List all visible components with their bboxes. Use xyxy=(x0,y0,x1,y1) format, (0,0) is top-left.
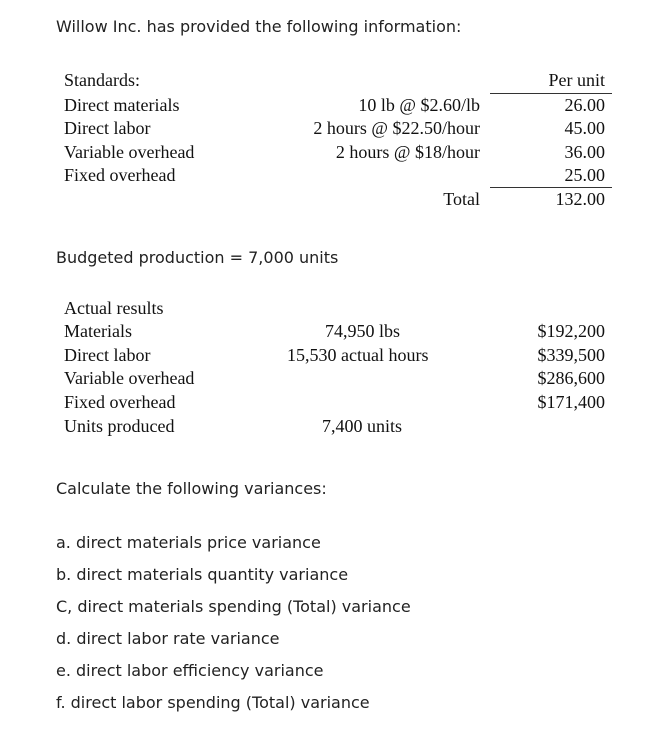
std-row-label: Direct materials xyxy=(64,95,180,115)
actual-row-value: $286,600 xyxy=(537,368,605,388)
intro-text: Willow Inc. has provided the following information: xyxy=(56,17,462,36)
question-item: f. direct labor spending (Total) variance xyxy=(56,693,370,712)
per-unit-header: Per unit xyxy=(548,70,605,90)
actual-row-value: $171,400 xyxy=(537,392,605,412)
standards-heading: Standards: xyxy=(64,70,140,90)
actual-heading: Actual results xyxy=(64,298,164,318)
question-item: d. direct labor rate variance xyxy=(56,629,280,648)
actual-row-label: Units produced xyxy=(64,416,175,436)
std-row-detail: 2 hours @ $18/hour xyxy=(335,142,480,162)
actual-row-value: $192,200 xyxy=(537,321,605,341)
actual-row-label: Materials xyxy=(64,321,132,341)
std-row-value: 25.00 xyxy=(564,165,605,185)
std-row-label: Direct labor xyxy=(64,118,151,138)
actual-row-detail: 74,950 lbs xyxy=(325,321,401,341)
actual-row-detail: 15,530 actual hours xyxy=(287,345,429,365)
std-row-detail: 10 lb @ $2.60/lb xyxy=(358,95,480,115)
std-row-value: 26.00 xyxy=(564,95,605,115)
total-rule xyxy=(490,187,612,188)
total-value: 132.00 xyxy=(555,189,605,209)
question-item: C, direct materials spending (Total) variance xyxy=(56,597,411,616)
question-item: e. direct labor efficiency variance xyxy=(56,661,324,680)
std-row-value: 45.00 xyxy=(564,118,605,138)
actual-row-detail: 7,400 units xyxy=(322,416,403,436)
question-item: a. direct materials price variance xyxy=(56,533,321,552)
std-row-value: 36.00 xyxy=(564,142,605,162)
header-underline xyxy=(490,93,612,94)
std-row-label: Variable overhead xyxy=(64,142,195,162)
total-label: Total xyxy=(443,189,480,209)
std-row-label: Fixed overhead xyxy=(64,165,176,185)
question-item: b. direct materials quantity variance xyxy=(56,565,349,584)
budgeted-production: Budgeted production = 7,000 units xyxy=(56,248,339,267)
actual-row-value: $339,500 xyxy=(537,345,605,365)
actual-row-label: Variable overhead xyxy=(64,368,195,388)
actual-row-label: Fixed overhead xyxy=(64,392,176,412)
actual-row-label: Direct labor xyxy=(64,345,151,365)
std-row-detail: 2 hours @ $22.50/hour xyxy=(313,118,480,138)
prompt-text: Calculate the following variances: xyxy=(56,479,327,498)
